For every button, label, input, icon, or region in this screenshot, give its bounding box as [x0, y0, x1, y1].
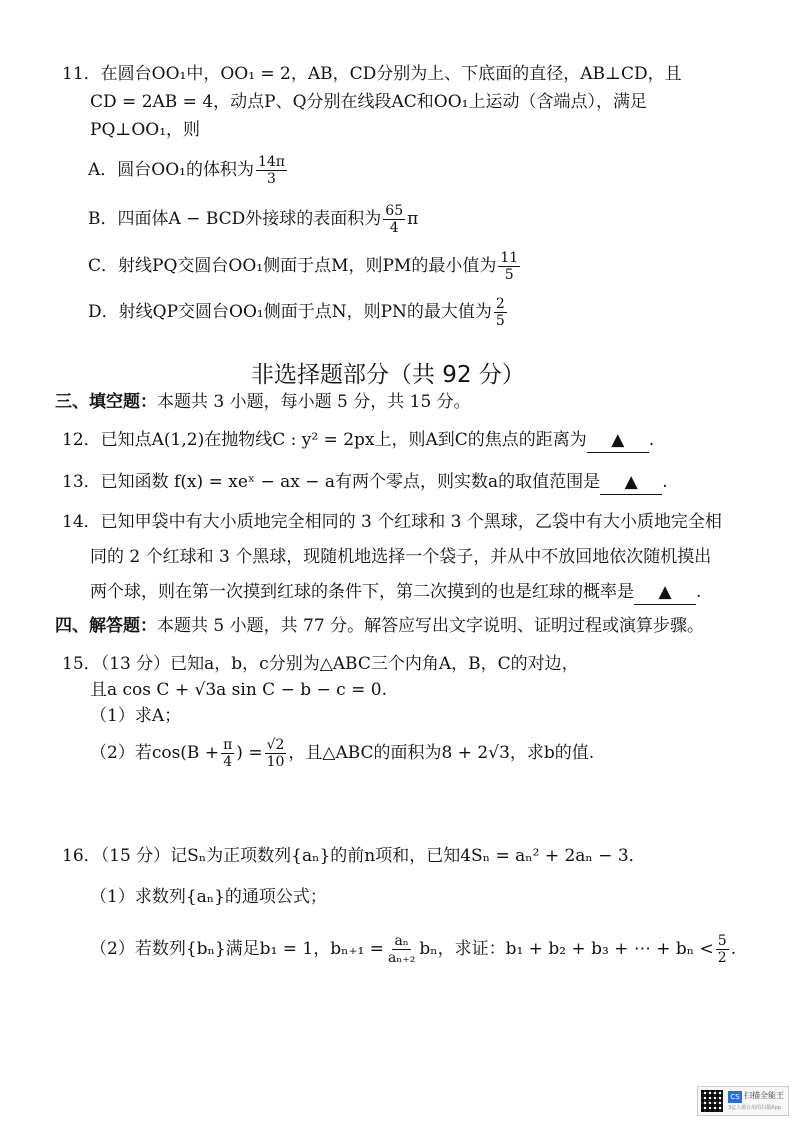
fraction-numerator: 2: [495, 296, 505, 312]
q14-answer-blank: ▲: [634, 580, 696, 605]
fraction-numerator: aₙ: [394, 933, 409, 949]
option-c-fraction: [498, 250, 520, 283]
q13-end: .: [662, 472, 668, 492]
q16-line1: 16．（15 分）记Sₙ为正项数列{aₙ}的前n项和，已知4Sₙ = aₙ² + 2aₙ − 3．: [62, 846, 646, 866]
q11-line1: 11．在圆台OO₁中，OO₁ = 2，AB，CD分别为上、下底面的直径，AB⊥CD，且: [62, 64, 682, 84]
q16-bound-fraction: [716, 933, 729, 966]
fraction-denominator: 2: [717, 950, 727, 966]
fraction-numerator: 14π: [257, 154, 285, 170]
fraction-denominator: 4: [223, 754, 233, 770]
q14-text: 两个球，则在第一次摸到红球的条件下，第二次摸到的也是红球的概率是: [90, 582, 634, 602]
part4-label: 四、解答题：: [55, 616, 157, 636]
q13-answer-blank: ▲: [600, 470, 662, 495]
q15-part1: （1）求A；: [90, 706, 182, 726]
q13-text: 13．已知函数 f(x) = xeˣ − ax − a有两个零点，则实数a的取值范围是: [62, 472, 601, 492]
q15-pi-fraction: [221, 737, 234, 770]
option-b-text: B．四面体A − BCD外接球的表面积为: [88, 209, 382, 229]
q13: [62, 470, 668, 495]
q15-part2-mid: ) =: [236, 743, 263, 763]
fraction-denominator: 3: [267, 171, 276, 187]
qr-code-icon: [701, 1090, 723, 1112]
q15-part2-pre: （2）若cos(B +: [90, 743, 220, 763]
fraction-numerator: π: [223, 737, 233, 753]
q12-text: 12．已知点A(1,2)在抛物线C : y² = 2px上，则A到C的焦点的距离为: [62, 430, 587, 450]
q14-end: .: [696, 582, 702, 602]
part4-heading: [55, 614, 704, 638]
option-a-text: A．圆台OO₁的体积为: [88, 160, 254, 180]
fraction-numerator: 11: [500, 250, 519, 266]
fraction-denominator: aₙ₊₂: [387, 950, 416, 966]
q11-option-a: [88, 154, 289, 187]
scanner-watermark: [697, 1086, 789, 1116]
q16-part2: [90, 933, 736, 966]
cs-logo: CS: [728, 1091, 742, 1103]
q11-line3: PQ⊥OO₁，则: [90, 120, 201, 140]
q14-line2: 同的 2 个红球和 3 个黑球，现随机地选择一个袋子，并从中不放回地依次随机摸出: [90, 547, 712, 567]
scanner-subtitle: 3亿人都在用的扫描App: [728, 1105, 781, 1111]
scanner-name: 扫描全能王: [744, 1091, 784, 1100]
q11-option-d: [88, 296, 509, 329]
q16-part2-mid: bₙ，求证：b₁ + b₂ + b₃ + ⋯ + bₙ <: [419, 939, 714, 959]
fraction-numerator: 5: [717, 933, 727, 949]
q11-option-b: [88, 203, 418, 236]
q16-part2-pre: （2）若数列{bₙ}满足b₁ = 1，bₙ₊₁ =: [90, 939, 384, 959]
q14-line1: 14．已知甲袋中有大小质地完全相同的 3 个红球和 3 个黑球，乙袋中有大小质地完全相: [62, 512, 722, 532]
fraction-denominator: 5: [504, 267, 514, 283]
q12: [62, 428, 654, 453]
q16-part2-end: .: [730, 939, 737, 959]
option-b-fraction: [383, 203, 405, 236]
fraction-numerator: 65: [385, 203, 404, 219]
q15-root-fraction: [265, 737, 287, 770]
option-d-text: D．射线QP交圆台OO₁侧面于点N，则PN的最大值为: [88, 302, 492, 322]
q11-option-c: [88, 250, 522, 283]
fraction-denominator: 10: [266, 754, 285, 770]
q16-ratio-fraction: [386, 933, 417, 966]
q11-line2: CD = 2AB = 4，动点P、Q分别在线段AC和OO₁上运动（含端点），满足: [90, 92, 647, 112]
option-b-suffix: π: [407, 209, 419, 229]
q15-line1: 15．（13 分）已知a，b，c分别为△ABC三个内角A，B，C的对边，: [62, 654, 579, 674]
option-c-text: C．射线PQ交圆台OO₁侧面于点M，则PM的最小值为: [88, 256, 497, 276]
part3-heading: [55, 390, 471, 414]
part3-label: 三、填空题：: [55, 392, 157, 412]
option-a-fraction: [256, 154, 287, 187]
q15-part2: [90, 737, 594, 770]
q12-answer-blank: ▲: [587, 428, 649, 453]
part4-desc: 本题共 5 小题，共 77 分。解答应写出文字说明、证明过程或演算步骤。: [157, 616, 705, 636]
fraction-numerator: √2: [266, 737, 285, 753]
q12-end: .: [648, 430, 655, 450]
option-d-fraction: [494, 296, 507, 329]
section-title: 非选择题部分（共 92 分）: [251, 362, 525, 388]
q16-part1: （1）求数列{aₙ}的通项公式；: [90, 887, 327, 907]
fraction-denominator: 5: [495, 313, 505, 329]
q14-line3: [90, 580, 701, 605]
fraction-denominator: 4: [389, 220, 399, 236]
q15-part2-post: ，且△ABC的面积为8 + 2√3，求b的值.: [288, 743, 595, 763]
part3-desc: 本题共 3 小题，每小题 5 分，共 15 分。: [157, 392, 471, 412]
q15-line2: 且a cos C + √3a sin C − b − c = 0.: [90, 680, 387, 700]
